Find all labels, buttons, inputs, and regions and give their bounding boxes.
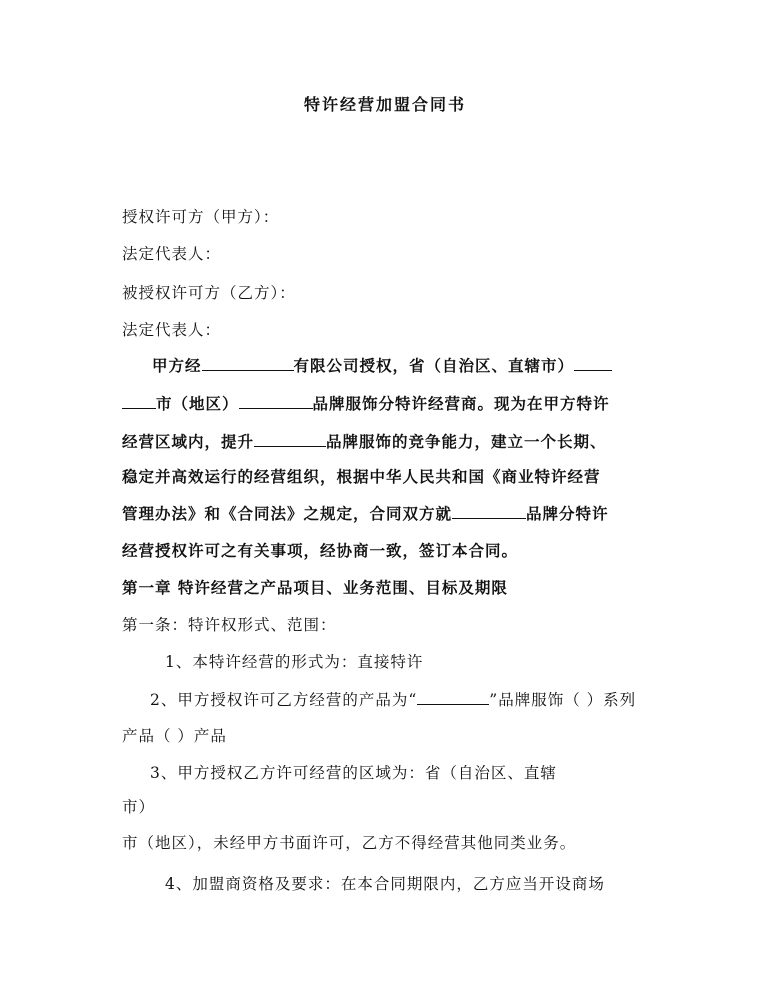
preamble-text: 品牌服饰的竞争能力，建立一个长期、 (326, 432, 607, 451)
item-1: 1、本特许经营的形式为：直接特许 (165, 653, 424, 671)
preamble-line-2 (122, 393, 610, 414)
preamble-line-3 (122, 431, 607, 452)
rep-a-label: 法定代表人： (122, 245, 222, 263)
preamble-text: 有限公司授权，省（自治区、直辖市） (293, 356, 575, 375)
preamble-line-4: 稳定并高效运行的经营组织，根据中华人民共和国《商业特许经营 (122, 467, 601, 486)
party-b-label: 被授权许可方（乙方）： (122, 284, 296, 302)
blank-brand (254, 431, 326, 447)
blank-company (202, 355, 294, 371)
blank-province (574, 355, 612, 371)
preamble-text: 管理办法》和《合同法》之规定，合同双方就 (122, 504, 453, 523)
article-1-heading: 第一条：特许权形式、范围： (122, 616, 337, 634)
item-4: 4、加盟商资格及要求：在本合同期限内，乙方应当开设商场 (165, 875, 605, 893)
item-2-text: ”品牌服饰（ ）系列 (489, 691, 637, 709)
blank-product (417, 689, 489, 705)
preamble-line-5 (122, 503, 609, 524)
preamble-text: 甲方经 (152, 356, 202, 375)
blank-province-cont (122, 393, 156, 409)
rep-b-label: 法定代表人： (122, 321, 222, 339)
party-a-label: 授权许可方（甲方）： (122, 208, 280, 226)
chapter-1-heading: 第一章 特许经营之产品项目、业务范围、目标及期限 (122, 578, 508, 597)
document-title: 特许经营加盟合同书 (303, 95, 466, 114)
preamble-text: 经营区域内，提升 (122, 432, 255, 451)
item-3-cont-1: 市） (122, 798, 156, 816)
blank-city (239, 393, 313, 409)
item-3-cont-2: 市（地区），未经甲方书面许可，乙方不得经营其他同类业务。 (122, 834, 577, 852)
preamble-line-1 (152, 355, 612, 376)
preamble-text: 市（地区） (156, 394, 239, 413)
item-2 (150, 689, 636, 710)
preamble-text: 品牌分特许 (526, 504, 609, 523)
item-3: 3、甲方授权乙方许可经营的区域为：省（自治区、直辖 (150, 764, 557, 782)
item-2-text: 2、甲方授权许可乙方经营的产品为“ (150, 691, 418, 709)
preamble-text: 品牌服饰分特许经营商。现为在甲方特许 (312, 394, 610, 413)
item-2-cont: 产品（ ）产品 (122, 727, 227, 745)
blank-brand-2 (452, 503, 526, 519)
preamble-line-6: 经营授权许可之有关事项，经协商一致，签订本合同。 (122, 541, 519, 560)
